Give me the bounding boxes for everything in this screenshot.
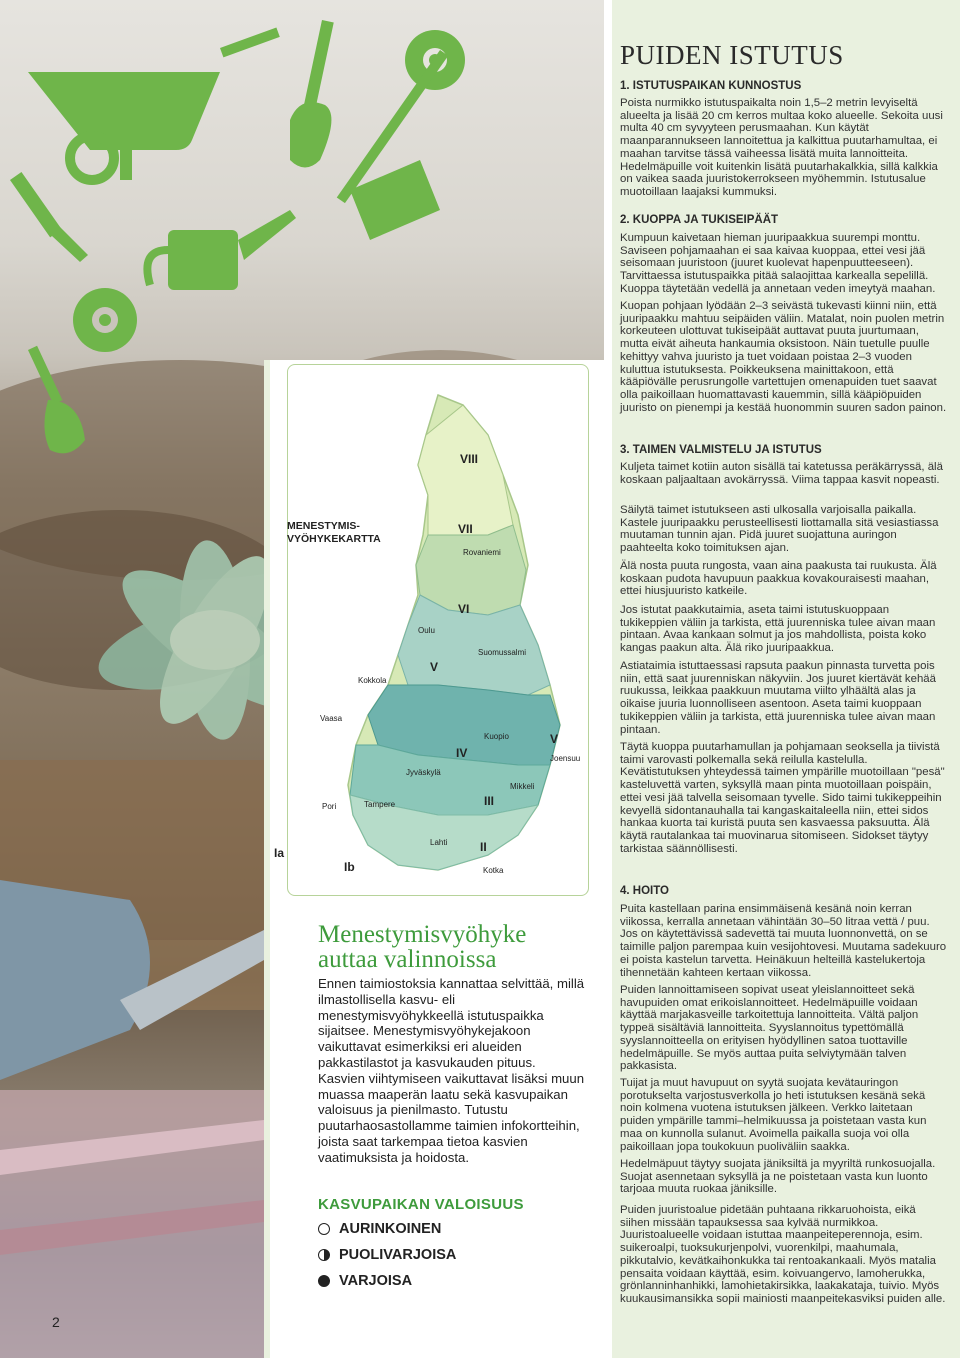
left-body-text: Ennen taimiostoksia kannattaa selvittää, millä ilmastollisella kasvu- eli menestymisvyöhykkeellä istutuspaikka sijaitsee. Menestymisvyöhykejakoon vaikuttavat esimerkiksi eri alueiden pakkastilastot ja kasvukauden pituus. Kasvien viihtymiseen vaikuttavat lisäksi muun muassa maaperän laatu sekä kasvupaikan valoisuus ja pienilmasto. Tutustu puutarhaosastollamme taimien infokortteihin, joista saat tarkempaa tietoa kasvien vaatimuksista ja hoidosta.: [318, 976, 585, 1165]
section-paragraph: Hedelmäpuut täytyy suojata jäniksiltä ja myyriltä runkosuojalla. Suojat asennetaan syksyllä ja ne poistetaan vasta kun luonto tarjoaa muuta ruokaa jäniksille.: [620, 1158, 936, 1196]
column-divider: [604, 0, 612, 1358]
section-paragraph: Puita kastellaan parina ensimmäisenä kesänä noin kerran viikossa, kerralla annetaan vähintään 30–50 litraa vettä / puu. Jos on käytettävissä sadevettä tai muuta luonnonvettä, on se taimille paljon parempaa kuin vesijohtovesi. Muutama sadekuuro ei poista kastelun tarvetta. Heinäkuun helteillä kastelukertoja tihennetään kahteen kertaan viikossa.: [620, 903, 947, 979]
watering-can-icon: [147, 210, 296, 290]
map-zone-label: VIII: [460, 452, 479, 466]
map-zone-label: VI: [458, 602, 470, 616]
shovel-icon: [290, 20, 334, 168]
map-city-label: Kotka: [483, 866, 504, 875]
section-paragraph: Säilytä taimet istutukseen asti ulkosalla varjoisalla paikalla. Kastele juuripaakku perusteellisesti liottamalla sitä vesiastiassa muutaman tunnin ajan. Pidä juuret suojattuna auringon paahteelta koko toimituksen ajan.: [620, 504, 939, 555]
map-zone-label: Ia: [274, 846, 285, 860]
section-paragraph: Puiden juuristoalue pidetään puhtaana rikkaruohoista, eikä siihen missään tapauksessa saa kylvää nurmikkoa. Juuristoalueelle voidaan istuttaa maanpeiteperennoja, esim. suikeroalpi, tuoksukurjenpolvi, vuorenkilpi, maahumala, pikkutalvio, kevätkaihonkukka tai rentoakankaali. Myös matalia pensaita voidaan käyttää, esim. koivuangervo, lamoherukka, grönlanninhanhikki, lamohietakirsikka, laakakataja, tuivio. Myös kuukausimansikka sopii mainiosti maanpeitekasviksi puiden alle.: [620, 1204, 946, 1305]
shade-icon: [318, 1275, 330, 1287]
map-title-line2: VYÖHYKEKARTTA: [287, 533, 381, 545]
hand-fork-icon: [10, 172, 88, 262]
light-item-sunny: [318, 1221, 441, 1237]
left-heading-line2: auttaa valinnoissa: [318, 946, 497, 973]
map-city-label: Vaasa: [320, 714, 343, 723]
section-heading: 1. ISTUTUSPAIKAN KUNNOSTUS: [620, 80, 802, 92]
map-zone-label: IV: [456, 746, 468, 760]
left-heading: [318, 922, 588, 972]
map-zone-label: Ib: [344, 860, 355, 874]
section-heading: 2. KUOPPA JA TUKISEIPÄÄT: [620, 214, 779, 226]
map-title-line1: MENESTYMIS-: [287, 520, 360, 532]
map-zone-label: II: [480, 840, 487, 854]
map-city-label: Oulu: [418, 626, 435, 635]
map-city-label: Mikkeli: [510, 782, 535, 791]
map-zone-label: V: [550, 732, 559, 746]
section-paragraph: Jos istutat paakkutaimia, aseta taimi istutuskuoppaan tukikeppien väliin ja tarkista, että juurenniska tulee aivan maan pintaan. Avaa kankaan solmut ja jos mahdollista, poista koko kangas paakun alta. Älä riko juuripaakkua.: [620, 604, 936, 655]
map-zone-label: V: [430, 660, 439, 674]
section-paragraph: Kumpuun kaivetaan hieman juuripaakkua suurempi monttu. Saviseen pohjamaahan ei saa kaivaa kuoppaa, ettei vesi jää seisomaan juuristoon (juuret kuolevat hapenpuutteeseen). Tarvittaessa istutuspaikka pitää salaojittaa karkealla sepelillä. Kuoppa täytetään vedellä ja annetaan veden imeytyä maahan.: [620, 232, 936, 295]
trowel-icon: [28, 346, 85, 454]
light-item-half-shade: [318, 1247, 456, 1263]
light-item-label: PUOLIVARJOISA: [339, 1247, 457, 1263]
map-city-label: Lahti: [430, 838, 448, 847]
page-number: 2: [52, 1314, 60, 1330]
map-city-label: Suomussalmi: [478, 648, 527, 657]
light-item-shade: [318, 1273, 412, 1289]
section-paragraph: Astiataimia istuttaessasi rapsuta paakun pinnasta turvetta pois niin, että saat juurenniskan näkyviin. Jos juuret kiertävät kehää ruukussa, leikkaa paakkuun muutama viilto ylhäältä alas ja oikaise juuria luonnolliseen asentoon. Aseta taimi kuoppaan tukikeppien väliin ja tarkista, että juurenniska tulee aivan maan pintaan.: [620, 660, 936, 736]
rake-icon: [337, 50, 448, 240]
zone-map-frame: [274, 364, 589, 896]
section-paragraph: Kuopan pohjaan lyödään 2–3 seivästä tukevasti kiinni niin, että juuripaakku mahtuu seipäiden väliin. Matalat, noin puolen metrin korkeuteen ulottuvat tukiseipäät auttavat puuta juurtumaan, mutta eivät aiheuta hankaumia oksistoon. Näin tuetulle puulle kehittyy vahva juuristo ja tuet voidaan poistaa 2–3 vuoden kuluttua istutuksesta. Poikkeuksena mainittakoon, että kääpiövälle perusrungolle vartettujen omenapuiden tuet saavat olla paikoillaan huomattavasti kauemmin, sillä kääpiöpuiden juuristo on pienempi ja kestää huonommin suuren sadon painon.: [620, 300, 947, 414]
light-item-label: AURINKOINEN: [339, 1221, 442, 1237]
map-city-label: Pori: [322, 802, 337, 811]
section-paragraph: Poista nurmikko istutuspaikalta noin 1,5–2 metrin levyiseltä alueelta ja lisää 20 cm kerros multaa koko alueelle. Sekoita uusi multa 40 cm syvyyteen perusmaahan. Kun käytät maanparannukseen lannoitettua ja kalkittua puutarhamultaa, ei maahan tarvitse tässä vaiheessa lisätä muita lannoitteita. Hedelmäpuille voit kuitenkin lisätä puutarhakalkkia, sillä kalkkia on vaikea saada juuristokerrokseen myöhemmin. Istutusalue muotoillaan laajaksi kummuksi.: [620, 97, 943, 198]
section-paragraph: Puiden lannoittamiseen sopivat useat yleislannoitteet sekä havupuiden omat erikoislannoitteet. Hedelmäpuille voidaan käyttää marjakasveille tarkoitettuja lannoitteita. Vältä paljon typpeä sisältäviä lannoitteita. Syyslannoitus typettömällä syyslannoitteella on erityisen hyödyllinen satoa tuottaville hedelmäpuille. Se myös auttaa puita selviytymään talven pakkasista.: [620, 984, 919, 1073]
map-zone-label: VII: [458, 522, 473, 536]
map-city-label: Joensuu: [550, 754, 581, 763]
left-heading-line1: Menestymisvyöhyke: [318, 921, 527, 948]
map-title: [287, 520, 417, 546]
map-city-label: Jyväskylä: [406, 768, 441, 777]
light-conditions-title: KASVUPAIKAN VALOISUUS: [318, 1196, 524, 1213]
section-heading: 3. TAIMEN VALMISTELU JA ISTUTUS: [620, 444, 822, 456]
finland-zone-map: [274, 365, 588, 895]
section-heading: 4. HOITO: [620, 885, 669, 897]
half-shade-icon: [318, 1249, 330, 1261]
section-paragraph: Kuljeta taimet kotiin auton sisällä tai katetussa peräkärryssä, älä koskaan paljaaltaan avokärryssä. Viima tappaa kasvit nopeasti.: [620, 461, 943, 486]
flower-icon-lower: [73, 288, 137, 352]
map-city-label: Rovaniemi: [463, 548, 501, 557]
section-paragraph: Älä nosta puuta rungosta, vaan aina paakusta tai ruukusta. Älä koskaan pudota havupuun paakkua kovakouraisesti maahan, ettei hiusjuuristo katkeile.: [620, 560, 937, 598]
panel-accent-strip: [264, 360, 270, 1358]
map-city-label: Kokkola: [358, 676, 387, 685]
section-paragraph: Täytä kuoppa puutarhamullan ja pohjamaan seoksella ja tiivistä taimi varovasti polkemalla sekä reilulla kastelulla. Kevätistutuksen yhteydessä taimen ympärille muotoillaan "pesä" kasteluvettä varten, syksyllä maan pinta muotoillaan poispäin, ettei vesi jää talvella seisomaan tyvelle. Sido taimi tukikeppeihin kevyellä sidontanauhalla tai kangaskaitaleella niin, ettei sidos hankaa kuorta tai kuristä puuta sen kasvaessa paksuutta. Älä käytä rautalankaa tai muovinarua sitomiseen. Sidokset täytyy tarkistaa säännöllisesti.: [620, 741, 945, 855]
page-title: PUIDEN ISTUTUS: [620, 40, 844, 70]
map-city-label: Kuopio: [484, 732, 509, 741]
light-item-label: VARJOISA: [339, 1273, 413, 1289]
wheelbarrow-icon: [28, 27, 280, 180]
map-city-label: Tampere: [364, 800, 396, 809]
map-zone-label: III: [484, 794, 495, 808]
sun-full-icon: [318, 1223, 330, 1235]
section-paragraph: Tuijat ja muut havupuut on syytä suojata kevätauringon porotukselta varjostusverkolla jo heti istutuksen kesänä sekä noin kolmena vuotena istutuksen jälkeen. Verkko laitetaan puiden ympärille tammi–helmikuussa ja poistetaan vasta kun maa on kunnolla sulanut. Avoimella paikalla suoja voi olla paikoillaan jopa toukokuun puoliväliin saakka.: [620, 1077, 927, 1153]
